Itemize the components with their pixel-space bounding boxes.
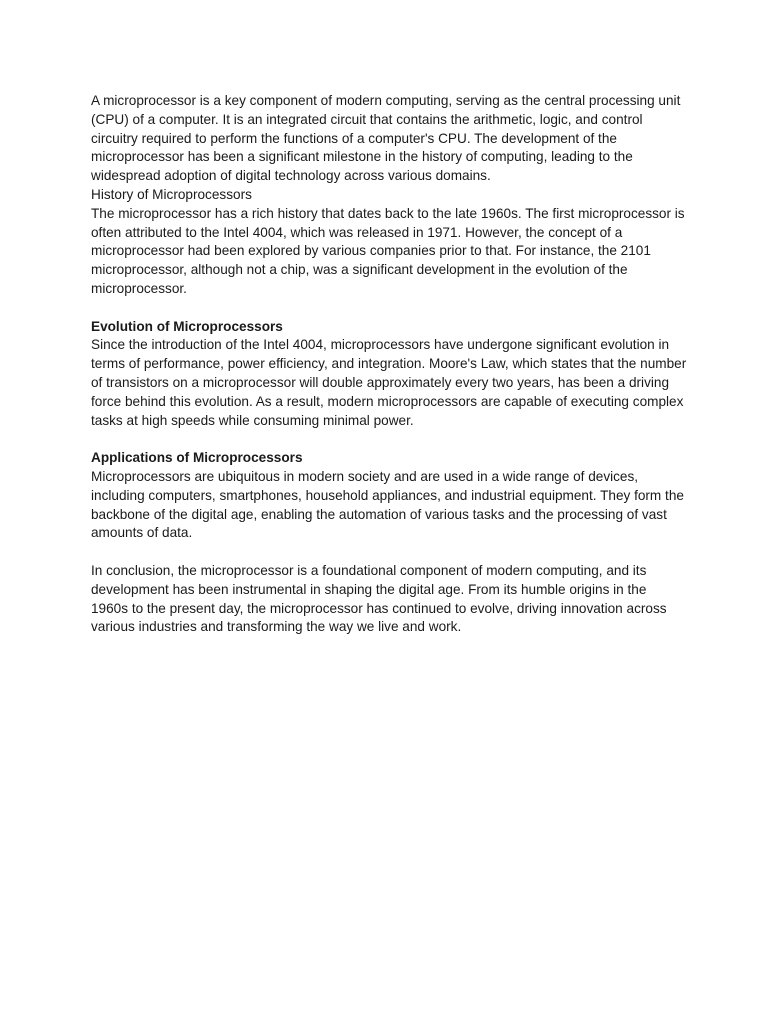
evolution-paragraph: Since the introduction of the Intel 4004, microprocessors have undergone significant evolution in terms of performance, power efficiency, and integration. Moore's Law, which states that the number of transistors on a microprocessor will double approximately every two years, has been a driving force behind this evolution. As a result, modern microprocessors are capable of executing complex tasks at high speeds while consuming minimal power. (91, 337, 687, 428)
history-heading: History of Microprocessors (91, 186, 252, 202)
intro-paragraph: A microprocessor is a key component of modern computing, serving as the central processing unit (CPU) of a computer. It is an integrated circuit that contains the arithmetic, logic, and control circuitry required to perform the functions of a computer's CPU. The development of the microprocessor has been a significant milestone in the history of computing, leading to the widespread adoption of digital technology across various domains. (91, 93, 681, 184)
applications-heading: Applications of Microprocessors (91, 450, 303, 466)
paragraph-spacer (91, 430, 687, 449)
history-paragraph: The microprocessor has a rich history that dates back to the late 1960s. The first microprocessor is often attributed to the Intel 4004, which was released in 1971. However, the concept of a microprocessor had been explored by various companies prior to that. For instance, the 2101 microprocessor, although not a chip, was a significant development in the evolution of the microprocessor. (91, 205, 685, 296)
paragraph-spacer (91, 299, 687, 318)
conclusion-paragraph: In conclusion, the microprocessor is a foundational component of modern computing, and its development has been instrumental in shaping the digital age. From its humble origins in the 1960s to the present day, the microprocessor has continued to evolve, driving innovation across various industries and transforming the way we live and work. (91, 562, 667, 635)
applications-paragraph: Microprocessors are ubiquitous in modern society and are used in a wide range of devices, including computers, smartphones, household appliances, and industrial equipment. They form the backbone of the digital age, enabling the automation of various tasks and the processing of vast amounts of data. (91, 468, 684, 541)
paragraph-spacer (91, 543, 687, 562)
document-page (91, 92, 687, 637)
evolution-heading: Evolution of Microprocessors (91, 318, 283, 334)
